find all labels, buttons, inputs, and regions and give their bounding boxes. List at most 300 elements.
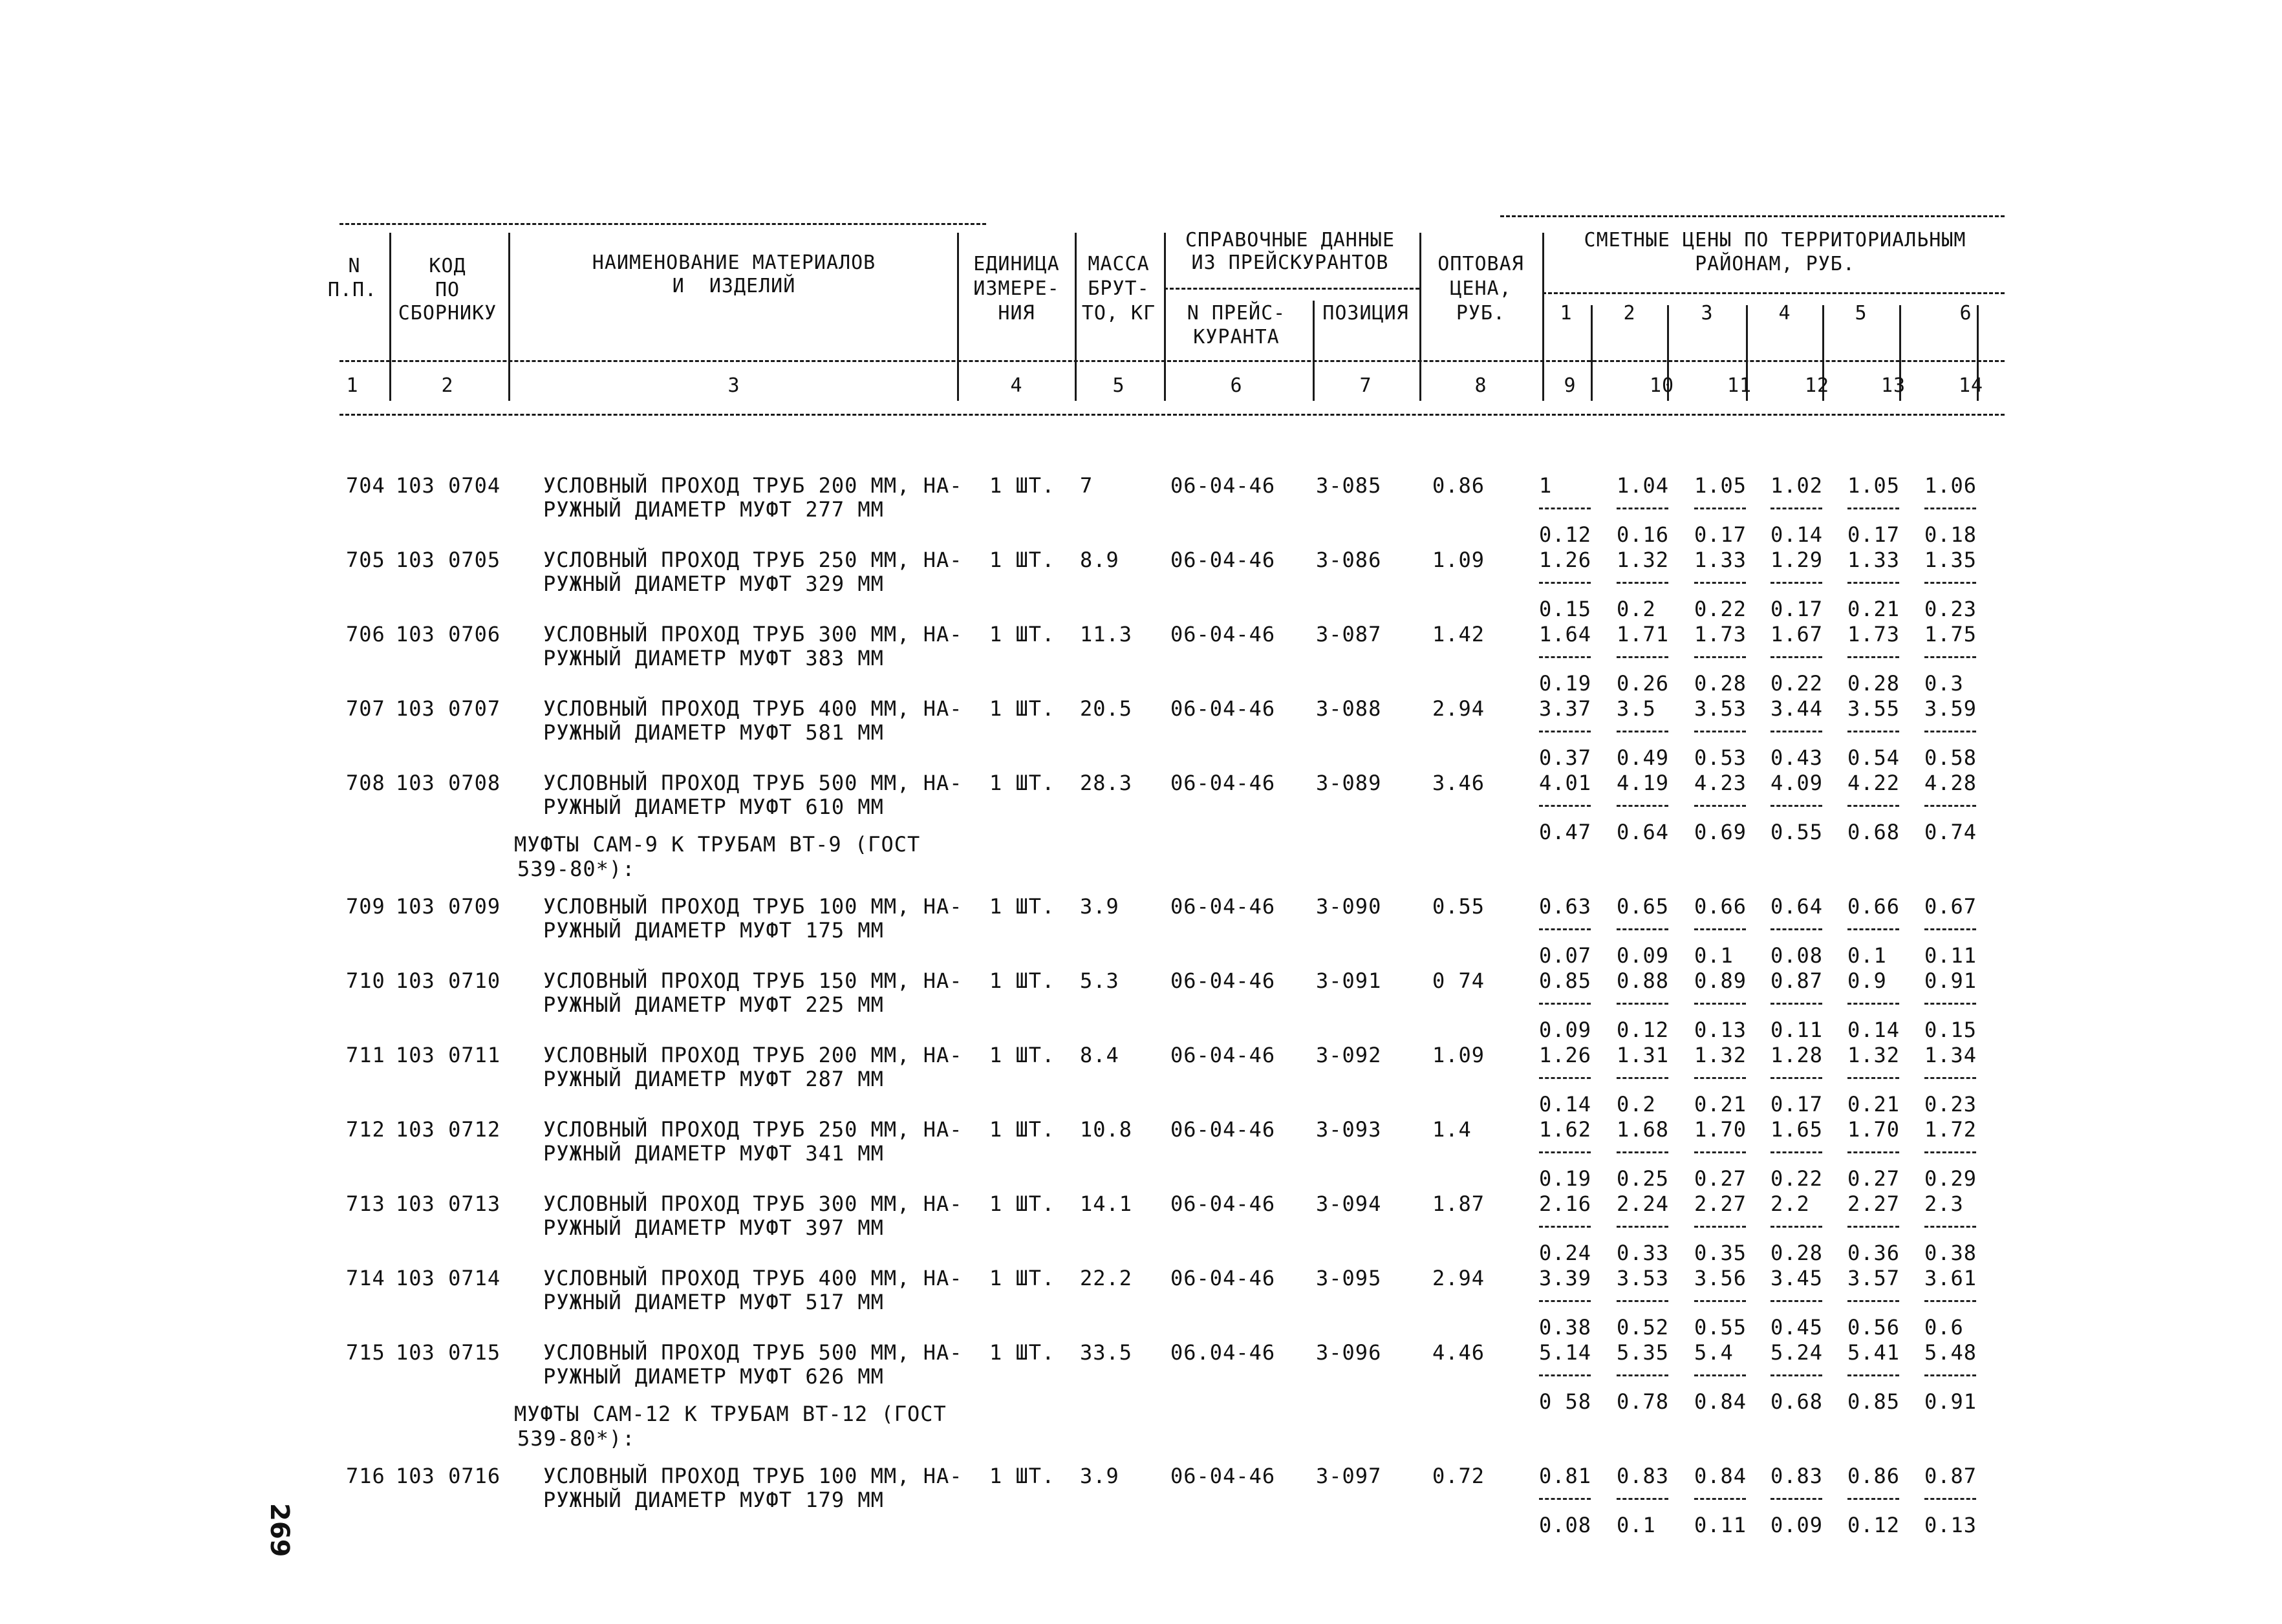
- column-divider: [1591, 305, 1593, 401]
- column-numbers-rule: [339, 414, 2005, 416]
- fraction-bar: [1847, 805, 1899, 807]
- row-estimate-price-5: 3.57: [1847, 1266, 1900, 1290]
- row-unit: 1 ШТ.: [989, 1340, 1055, 1365]
- row-name-2: РУЖНЫЙ ДИАМЕТР МУФТ 341 ММ: [543, 1141, 884, 1166]
- column-number-13: 13: [1880, 374, 1906, 397]
- fraction-bar: [1924, 1077, 1976, 1079]
- row-name-2: РУЖНЫЙ ДИАМЕТР МУФТ 225 ММ: [543, 992, 884, 1017]
- row-mass: 3.9: [1080, 894, 1119, 919]
- row-estimate-wage-5: 0.85: [1847, 1389, 1900, 1414]
- header-estimate-prices-2: РАЙОНАМ, РУБ.: [1695, 253, 1855, 275]
- row-price: 3.46: [1432, 771, 1485, 795]
- row-number: 714: [346, 1266, 385, 1290]
- row-estimate-price-3: 0.89: [1694, 968, 1747, 993]
- row-position: 3-086: [1316, 548, 1382, 572]
- row-mass: 3.9: [1080, 1464, 1119, 1488]
- row-pricelist: 06-04-46: [1170, 894, 1276, 919]
- fraction-bar: [1771, 1226, 1822, 1228]
- row-estimate-price-5: 1.70: [1847, 1117, 1900, 1142]
- fraction-bar: [1771, 1003, 1822, 1005]
- row-unit: 1 ШТ.: [989, 771, 1055, 795]
- row-estimate-price-1: 3.39: [1539, 1266, 1592, 1290]
- row-estimate-wage-6: 0.23: [1924, 597, 1977, 621]
- row-estimate-price-5: 0.9: [1847, 968, 1887, 993]
- header-pricelist: N ПРЕЙС-: [1187, 302, 1286, 325]
- row-pricelist: 06.04-46: [1170, 1340, 1276, 1365]
- row-estimate-wage-1: 0.37: [1539, 745, 1592, 770]
- row-name: УСЛОВНЫЙ ПРОХОД ТРУБ 100 ММ, НА-: [543, 894, 963, 919]
- row-estimate-price-5: 4.22: [1847, 771, 1900, 795]
- row-unit: 1 ШТ.: [989, 894, 1055, 919]
- row-estimate-wage-2: 0.64: [1617, 820, 1670, 844]
- row-name-2: РУЖНЫЙ ДИАМЕТР МУФТ 329 ММ: [543, 572, 884, 596]
- row-estimate-wage-5: 0.17: [1847, 522, 1900, 547]
- row-code: 103 0712: [396, 1117, 501, 1142]
- fraction-bar: [1539, 1300, 1591, 1302]
- fraction-bar: [1847, 656, 1899, 658]
- row-estimate-wage-3: 0.17: [1694, 522, 1747, 547]
- row-estimate-wage-4: 0.14: [1771, 522, 1824, 547]
- row-estimate-price-2: 1.68: [1617, 1117, 1670, 1142]
- row-estimate-wage-2: 0.09: [1617, 943, 1670, 968]
- row-mass: 8.4: [1080, 1043, 1119, 1067]
- fraction-bar: [1847, 582, 1899, 584]
- row-estimate-wage-6: 0.91: [1924, 1389, 1977, 1414]
- column-number-10: 10: [1649, 374, 1675, 397]
- row-estimate-wage-4: 0.68: [1771, 1389, 1824, 1414]
- fraction-bar: [1771, 1077, 1822, 1079]
- column-divider: [1313, 301, 1315, 401]
- fraction-bar: [1539, 731, 1591, 732]
- row-position: 3-085: [1316, 473, 1382, 498]
- row-mass: 11.3: [1080, 622, 1133, 646]
- row-estimate-price-1: 1.26: [1539, 548, 1592, 572]
- row-estimate-price-5: 0.66: [1847, 894, 1900, 919]
- row-estimate-wage-5: 0.28: [1847, 671, 1900, 696]
- row-mass: 22.2: [1080, 1266, 1133, 1290]
- row-estimate-wage-1: 0 58: [1539, 1389, 1592, 1414]
- fraction-bar: [1924, 805, 1976, 807]
- row-position: 3-096: [1316, 1340, 1382, 1365]
- fraction-bar: [1771, 1151, 1822, 1153]
- row-estimate-price-1: 1.62: [1539, 1117, 1592, 1142]
- row-estimate-price-4: 1.28: [1771, 1043, 1824, 1067]
- row-estimate-wage-2: 0.49: [1617, 745, 1670, 770]
- row-estimate-wage-4: 0.22: [1771, 671, 1824, 696]
- fraction-bar: [1617, 1374, 1668, 1376]
- row-pricelist: 06-04-46: [1170, 473, 1276, 498]
- fraction-bar: [1539, 1374, 1591, 1376]
- fraction-bar: [1771, 805, 1822, 807]
- row-estimate-price-2: 0.83: [1617, 1464, 1670, 1488]
- row-mass: 33.5: [1080, 1340, 1133, 1365]
- column-number-8: 8: [1474, 374, 1487, 397]
- row-estimate-wage-1: 0.09: [1539, 1018, 1592, 1042]
- fraction-bar: [1924, 928, 1976, 930]
- row-estimate-price-4: 1.02: [1771, 473, 1824, 498]
- row-estimate-price-2: 1.71: [1617, 622, 1670, 646]
- column-number-9: 9: [1564, 374, 1577, 397]
- header-mass-3: ТО, КГ: [1081, 302, 1156, 325]
- row-estimate-wage-6: 0.11: [1924, 943, 1977, 968]
- row-estimate-wage-6: 0.58: [1924, 745, 1977, 770]
- row-price: 1.4: [1432, 1117, 1472, 1142]
- row-unit: 1 ШТ.: [989, 1191, 1055, 1216]
- row-estimate-price-2: 4.19: [1617, 771, 1670, 795]
- row-pricelist: 06-04-46: [1170, 1191, 1276, 1216]
- header-wholesale-2: ЦЕНА,: [1450, 277, 1512, 300]
- row-estimate-wage-6: 0.18: [1924, 522, 1977, 547]
- row-number: 709: [346, 894, 385, 919]
- column-divider: [1075, 233, 1077, 401]
- row-code: 103 0707: [396, 696, 501, 721]
- row-estimate-price-6: 1.72: [1924, 1117, 1977, 1142]
- fraction-bar: [1617, 656, 1668, 658]
- fraction-bar: [1694, 1003, 1746, 1005]
- header-region-1: 1: [1560, 302, 1573, 325]
- page-number: 269: [264, 1503, 294, 1557]
- fraction-bar: [1847, 1077, 1899, 1079]
- row-unit: 1 ШТ.: [989, 696, 1055, 721]
- header-region-3: 3: [1701, 302, 1714, 325]
- row-position: 3-093: [1316, 1117, 1382, 1142]
- row-estimate-price-3: 1.70: [1694, 1117, 1747, 1142]
- fraction-bar: [1924, 508, 1976, 509]
- row-estimate-wage-6: 0.6: [1924, 1315, 1964, 1340]
- row-estimate-wage-1: 0.08: [1539, 1513, 1592, 1537]
- row-estimate-price-2: 3.53: [1617, 1266, 1670, 1290]
- column-number-1: 1: [346, 374, 359, 397]
- fraction-bar: [1694, 1498, 1746, 1500]
- column-number-3: 3: [727, 374, 740, 397]
- row-estimate-wage-2: 0.2: [1617, 597, 1656, 621]
- group-heading-2: 539-80*):: [517, 857, 636, 881]
- row-estimate-price-4: 0.83: [1771, 1464, 1824, 1488]
- row-estimate-price-3: 0.66: [1694, 894, 1747, 919]
- fraction-bar: [1539, 805, 1591, 807]
- row-estimate-wage-5: 0.21: [1847, 1092, 1900, 1116]
- row-name-2: РУЖНЫЙ ДИАМЕТР МУФТ 626 ММ: [543, 1364, 884, 1389]
- row-code: 103 0709: [396, 894, 501, 919]
- fraction-bar: [1847, 1374, 1899, 1376]
- fraction-bar: [1694, 1226, 1746, 1228]
- row-number: 710: [346, 968, 385, 993]
- fraction-bar: [1847, 1151, 1899, 1153]
- row-estimate-wage-4: 0.43: [1771, 745, 1824, 770]
- row-position: 3-094: [1316, 1191, 1382, 1216]
- row-estimate-wage-6: 0.29: [1924, 1166, 1977, 1191]
- header-region-6: 6: [1959, 302, 1972, 325]
- row-estimate-price-3: 2.27: [1694, 1191, 1747, 1216]
- row-mass: 10.8: [1080, 1117, 1133, 1142]
- row-estimate-price-5: 0.86: [1847, 1464, 1900, 1488]
- fraction-bar: [1847, 508, 1899, 509]
- fraction-bar: [1694, 656, 1746, 658]
- row-estimate-price-3: 3.53: [1694, 696, 1747, 721]
- row-price: 1.09: [1432, 1043, 1485, 1067]
- fraction-bar: [1694, 508, 1746, 509]
- row-name: УСЛОВНЫЙ ПРОХОД ТРУБ 400 ММ, НА-: [543, 1266, 963, 1290]
- fraction-bar: [1617, 1498, 1668, 1500]
- row-estimate-wage-1: 0.24: [1539, 1241, 1592, 1265]
- fraction-bar: [1539, 1226, 1591, 1228]
- fraction-bar: [1847, 731, 1899, 732]
- fraction-bar: [1771, 508, 1822, 509]
- row-estimate-wage-4: 0.55: [1771, 820, 1824, 844]
- column-number-4: 4: [1010, 374, 1023, 397]
- group-heading: МУФТЫ САМ-12 К ТРУБАМ ВТ-12 (ГОСТ: [514, 1402, 947, 1426]
- row-name-2: РУЖНЫЙ ДИАМЕТР МУФТ 287 ММ: [543, 1067, 884, 1091]
- row-code: 103 0710: [396, 968, 501, 993]
- row-estimate-price-3: 1.33: [1694, 548, 1747, 572]
- row-estimate-price-5: 2.27: [1847, 1191, 1900, 1216]
- row-estimate-price-6: 1.34: [1924, 1043, 1977, 1067]
- row-estimate-price-3: 1.32: [1694, 1043, 1747, 1067]
- row-estimate-wage-4: 0.09: [1771, 1513, 1824, 1537]
- row-estimate-price-2: 1.04: [1617, 473, 1670, 498]
- row-name-2: РУЖНЫЙ ДИАМЕТР МУФТ 383 ММ: [543, 646, 884, 670]
- row-number: 713: [346, 1191, 385, 1216]
- row-unit: 1 ШТ.: [989, 1266, 1055, 1290]
- row-estimate-wage-3: 0.13: [1694, 1018, 1747, 1042]
- header-code-po: ПО: [435, 279, 460, 301]
- fraction-bar: [1694, 1374, 1746, 1376]
- header-position: ПОЗИЦИЯ: [1322, 302, 1409, 325]
- row-number: 705: [346, 548, 385, 572]
- header-ref-data: СПРАВОЧНЫЕ ДАННЫЕ: [1185, 229, 1395, 251]
- row-estimate-price-1: 3.37: [1539, 696, 1592, 721]
- row-estimate-price-6: 2.3: [1924, 1191, 1964, 1216]
- row-name: УСЛОВНЫЙ ПРОХОД ТРУБ 250 ММ, НА-: [543, 1117, 963, 1142]
- row-pricelist: 06-04-46: [1170, 1043, 1276, 1067]
- fraction-bar: [1617, 582, 1668, 584]
- row-estimate-price-6: 0.67: [1924, 894, 1977, 919]
- row-estimate-wage-6: 0.23: [1924, 1092, 1977, 1116]
- row-estimate-price-6: 1.35: [1924, 548, 1977, 572]
- fraction-bar: [1771, 582, 1822, 584]
- row-estimate-wage-5: 0.1: [1847, 943, 1887, 968]
- row-estimate-wage-2: 0.1: [1617, 1513, 1656, 1537]
- row-estimate-wage-1: 0.14: [1539, 1092, 1592, 1116]
- row-estimate-wage-3: 0.11: [1694, 1513, 1747, 1537]
- fraction-bar: [1539, 582, 1591, 584]
- row-price: 2.94: [1432, 1266, 1485, 1290]
- row-position: 3-087: [1316, 622, 1382, 646]
- row-price: 1.87: [1432, 1191, 1485, 1216]
- fraction-bar: [1539, 1077, 1591, 1079]
- row-code: 103 0706: [396, 622, 501, 646]
- column-number-12: 12: [1804, 374, 1830, 397]
- row-number: 716: [346, 1464, 385, 1488]
- row-price: 4.46: [1432, 1340, 1485, 1365]
- row-estimate-wage-2: 0.26: [1617, 671, 1670, 696]
- fraction-bar: [1539, 928, 1591, 930]
- row-estimate-wage-5: 0.56: [1847, 1315, 1900, 1340]
- row-estimate-price-1: 0.85: [1539, 968, 1592, 993]
- row-estimate-wage-5: 0.36: [1847, 1241, 1900, 1265]
- column-divider: [1164, 233, 1166, 401]
- row-price: 1.42: [1432, 622, 1485, 646]
- row-estimate-price-1: 1.64: [1539, 622, 1592, 646]
- row-estimate-price-5: 1.33: [1847, 548, 1900, 572]
- row-name: УСЛОВНЫЙ ПРОХОД ТРУБ 300 ММ, НА-: [543, 622, 963, 646]
- header-name: НАИМЕНОВАНИЕ МАТЕРИАЛОВ: [592, 251, 876, 274]
- row-position: 3-097: [1316, 1464, 1382, 1488]
- fraction-bar: [1924, 582, 1976, 584]
- row-estimate-price-3: 1.05: [1694, 473, 1747, 498]
- fraction-bar: [1539, 656, 1591, 658]
- row-name: УСЛОВНЫЙ ПРОХОД ТРУБ 250 ММ, НА-: [543, 548, 963, 572]
- fraction-bar: [1771, 1300, 1822, 1302]
- row-name: УСЛОВНЫЙ ПРОХОД ТРУБ 100 ММ, НА-: [543, 1464, 963, 1488]
- row-estimate-price-1: 0.63: [1539, 894, 1592, 919]
- row-estimate-wage-1: 0.12: [1539, 522, 1592, 547]
- row-estimate-wage-1: 0.07: [1539, 943, 1592, 968]
- header-code: КОД: [429, 255, 466, 277]
- header-region-4: 4: [1778, 302, 1791, 325]
- row-pricelist: 06-04-46: [1170, 622, 1276, 646]
- fraction-bar: [1539, 1151, 1591, 1153]
- row-estimate-price-6: 0.87: [1924, 1464, 1977, 1488]
- fraction-bar: [1539, 1498, 1591, 1500]
- column-number-14: 14: [1958, 374, 1984, 397]
- row-estimate-price-6: 3.61: [1924, 1266, 1977, 1290]
- header-unit-3: НИЯ: [998, 302, 1035, 325]
- row-estimate-wage-2: 0.2: [1617, 1092, 1656, 1116]
- row-code: 103 0711: [396, 1043, 501, 1067]
- fraction-bar: [1771, 928, 1822, 930]
- row-code: 103 0715: [396, 1340, 501, 1365]
- header-top-rule: [339, 223, 986, 225]
- row-unit: 1 ШТ.: [989, 473, 1055, 498]
- row-name-2: РУЖНЫЙ ДИАМЕТР МУФТ 581 ММ: [543, 720, 884, 745]
- fraction-bar: [1771, 1374, 1822, 1376]
- fraction-bar: [1924, 656, 1976, 658]
- row-estimate-wage-5: 0.21: [1847, 597, 1900, 621]
- row-price: 0.86: [1432, 473, 1485, 498]
- row-name-2: РУЖНЫЙ ДИАМЕТР МУФТ 277 ММ: [543, 497, 884, 522]
- row-unit: 1 ШТ.: [989, 548, 1055, 572]
- row-number: 715: [346, 1340, 385, 1365]
- header-wholesale-3: РУБ.: [1456, 302, 1506, 325]
- row-estimate-price-2: 2.24: [1617, 1191, 1670, 1216]
- row-pricelist: 06-04-46: [1170, 968, 1276, 993]
- row-estimate-wage-1: 0.19: [1539, 671, 1592, 696]
- row-estimate-price-4: 2.2: [1771, 1191, 1810, 1216]
- row-estimate-wage-3: 0.35: [1694, 1241, 1747, 1265]
- row-estimate-wage-2: 0.78: [1617, 1389, 1670, 1414]
- row-estimate-price-6: 1.75: [1924, 622, 1977, 646]
- row-estimate-price-3: 1.73: [1694, 622, 1747, 646]
- fraction-bar: [1617, 805, 1668, 807]
- row-number: 708: [346, 771, 385, 795]
- row-estimate-wage-6: 0.74: [1924, 820, 1977, 844]
- column-number-5: 5: [1112, 374, 1125, 397]
- row-estimate-price-6: 1.06: [1924, 473, 1977, 498]
- fraction-bar: [1924, 1498, 1976, 1500]
- row-pricelist: 06-04-46: [1170, 1464, 1276, 1488]
- row-estimate-price-1: 0.81: [1539, 1464, 1592, 1488]
- row-estimate-wage-2: 0.33: [1617, 1241, 1670, 1265]
- header-code-sbornik: СБОРНИКУ: [398, 302, 497, 325]
- row-estimate-wage-3: 0.53: [1694, 745, 1747, 770]
- fraction-bar: [1847, 1226, 1899, 1228]
- header-mass: МАССА: [1088, 253, 1150, 275]
- fraction-bar: [1771, 731, 1822, 732]
- row-estimate-wage-4: 0.45: [1771, 1315, 1824, 1340]
- row-code: 103 0713: [396, 1191, 501, 1216]
- row-code: 103 0714: [396, 1266, 501, 1290]
- row-estimate-price-6: 3.59: [1924, 696, 1977, 721]
- row-estimate-wage-5: 0.54: [1847, 745, 1900, 770]
- row-estimate-wage-6: 0.38: [1924, 1241, 1977, 1265]
- row-estimate-wage-2: 0.12: [1617, 1018, 1670, 1042]
- row-price: 0.72: [1432, 1464, 1485, 1488]
- row-number: 712: [346, 1117, 385, 1142]
- row-position: 3-089: [1316, 771, 1382, 795]
- header-wholesale: ОПТОВАЯ: [1437, 253, 1524, 275]
- fraction-bar: [1694, 731, 1746, 732]
- fraction-bar: [1694, 1151, 1746, 1153]
- row-name-2: РУЖНЫЙ ДИАМЕТР МУФТ 397 ММ: [543, 1215, 884, 1240]
- row-pricelist: 06-04-46: [1170, 1266, 1276, 1290]
- row-estimate-price-2: 0.88: [1617, 968, 1670, 993]
- row-estimate-wage-6: 0.13: [1924, 1513, 1977, 1537]
- row-unit: 1 ШТ.: [989, 1043, 1055, 1067]
- column-number-6: 6: [1230, 374, 1243, 397]
- row-estimate-price-6: 0.91: [1924, 968, 1977, 993]
- group-heading: МУФТЫ САМ-9 К ТРУБАМ ВТ-9 (ГОСТ: [514, 832, 921, 857]
- row-mass: 8.9: [1080, 548, 1119, 572]
- header-region-5: 5: [1855, 302, 1868, 325]
- row-estimate-wage-4: 0.08: [1771, 943, 1824, 968]
- row-estimate-price-4: 0.87: [1771, 968, 1824, 993]
- row-estimate-price-5: 3.55: [1847, 696, 1900, 721]
- row-unit: 1 ШТ.: [989, 1117, 1055, 1142]
- column-number-11: 11: [1727, 374, 1752, 397]
- row-price: 1.09: [1432, 548, 1485, 572]
- fraction-bar: [1924, 1226, 1976, 1228]
- row-estimate-price-2: 0.65: [1617, 894, 1670, 919]
- row-name: УСЛОВНЫЙ ПРОХОД ТРУБ 500 ММ, НА-: [543, 771, 963, 795]
- fraction-bar: [1694, 1077, 1746, 1079]
- column-divider: [508, 233, 510, 401]
- row-code: 103 0705: [396, 548, 501, 572]
- row-estimate-price-4: 0.64: [1771, 894, 1824, 919]
- fraction-bar: [1539, 508, 1591, 509]
- row-estimate-wage-4: 0.17: [1771, 597, 1824, 621]
- subheader-rule: [1164, 288, 1419, 290]
- header-top-rule-right: [1500, 215, 2005, 217]
- fraction-bar: [1847, 1300, 1899, 1302]
- row-estimate-price-1: 1: [1539, 473, 1553, 498]
- header-region-2: 2: [1623, 302, 1636, 325]
- row-position: 3-088: [1316, 696, 1382, 721]
- column-number-2: 2: [441, 374, 454, 397]
- row-estimate-wage-4: 0.22: [1771, 1166, 1824, 1191]
- header-unit: ЕДИНИЦА: [973, 253, 1060, 275]
- row-estimate-price-4: 3.44: [1771, 696, 1824, 721]
- row-estimate-price-4: 4.09: [1771, 771, 1824, 795]
- row-estimate-price-4: 3.45: [1771, 1266, 1824, 1290]
- row-code: 103 0704: [396, 473, 501, 498]
- row-estimate-wage-1: 0.15: [1539, 597, 1592, 621]
- row-estimate-wage-3: 0.1: [1694, 943, 1734, 968]
- row-name: УСЛОВНЫЙ ПРОХОД ТРУБ 200 ММ, НА-: [543, 473, 963, 498]
- column-divider: [1542, 233, 1544, 401]
- header-n: N: [348, 255, 361, 277]
- group-heading-2: 539-80*):: [517, 1426, 636, 1451]
